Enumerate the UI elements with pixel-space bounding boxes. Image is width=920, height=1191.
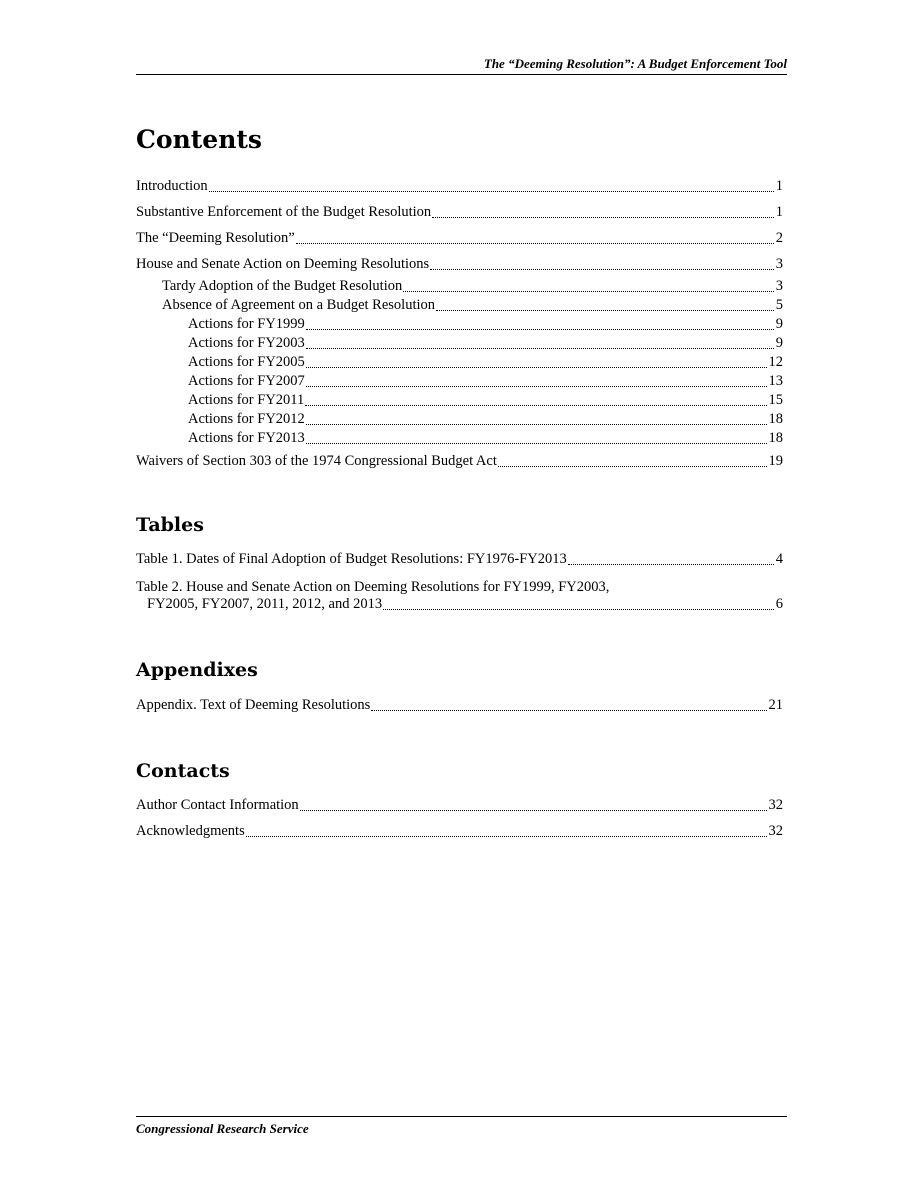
toc-entry-page: 3 bbox=[775, 256, 783, 272]
dot-leader bbox=[246, 836, 767, 837]
toc-entry-page: 18 bbox=[768, 430, 783, 446]
toc-entry-title: Waivers of Section 303 of the 1974 Congressional Budget Act bbox=[136, 453, 497, 469]
toc-entry-title: Actions for FY2003 bbox=[188, 335, 305, 351]
tables-heading: Tables bbox=[136, 514, 204, 536]
toc-entry-title-line1: Table 2. House and Senate Action on Deeming Resolutions for FY1999, FY2003, bbox=[136, 579, 610, 595]
toc-entry-page: 32 bbox=[768, 797, 783, 813]
running-header: The “Deeming Resolution”: A Budget Enforcement Tool bbox=[483, 56, 787, 71]
dot-leader bbox=[306, 386, 767, 387]
toc-entry-title: Table 1. Dates of Final Adoption of Budget Resolutions: FY1976-FY2013 bbox=[136, 551, 567, 567]
dot-leader bbox=[296, 243, 774, 244]
dot-leader bbox=[383, 609, 774, 610]
dot-leader bbox=[306, 424, 767, 425]
toc-entry-fy2011[interactable] bbox=[188, 392, 783, 409]
toc-entry-table-1[interactable] bbox=[136, 551, 783, 568]
toc-entry-introduction[interactable] bbox=[136, 178, 783, 195]
toc-entry-appendix[interactable] bbox=[136, 697, 783, 714]
toc-entry-page: 6 bbox=[775, 596, 783, 612]
toc-entry-author-contact[interactable] bbox=[136, 797, 783, 814]
toc-entry-title: Actions for FY2013 bbox=[188, 430, 305, 446]
contents-heading: Contents bbox=[136, 125, 263, 154]
toc-entry-substantive-enforcement[interactable] bbox=[136, 204, 783, 221]
running-footer: Congressional Research Service bbox=[136, 1121, 309, 1136]
toc-entry-page: 15 bbox=[768, 392, 783, 408]
toc-entry-acknowledgments[interactable] bbox=[136, 823, 783, 840]
toc-entry-page: 19 bbox=[768, 453, 783, 469]
toc-entry-title: Absence of Agreement on a Budget Resolution bbox=[162, 297, 436, 313]
dot-leader bbox=[498, 466, 767, 467]
header-rule bbox=[136, 74, 787, 75]
toc-entry-page: 9 bbox=[775, 316, 783, 332]
toc-entry-page: 9 bbox=[775, 335, 783, 351]
footer-rule bbox=[136, 1116, 787, 1117]
toc-entry-page: 5 bbox=[775, 297, 783, 313]
dot-leader bbox=[300, 810, 767, 811]
toc-entry-title: Tardy Adoption of the Budget Resolution bbox=[162, 278, 403, 294]
toc-entry-page: 1 bbox=[775, 204, 783, 220]
toc-entry-page: 32 bbox=[768, 823, 783, 839]
toc-entry-title: Actions for FY2007 bbox=[188, 373, 305, 389]
toc-entry-title: Actions for FY2012 bbox=[188, 411, 305, 427]
toc-entry-page: 13 bbox=[768, 373, 783, 389]
dot-leader bbox=[305, 405, 766, 406]
dot-leader bbox=[430, 269, 774, 270]
toc-entry-title: The “Deeming Resolution” bbox=[136, 230, 295, 246]
toc-entry-fy2005[interactable] bbox=[188, 354, 783, 371]
toc-entry-page: 2 bbox=[775, 230, 783, 246]
dot-leader bbox=[568, 564, 774, 565]
toc-entry-fy2012[interactable] bbox=[188, 411, 783, 428]
dot-leader bbox=[403, 291, 774, 292]
toc-entry-fy2003[interactable] bbox=[188, 335, 783, 352]
dot-leader bbox=[306, 329, 774, 330]
toc-entry-page: 3 bbox=[775, 278, 783, 294]
dot-leader bbox=[306, 443, 767, 444]
toc-entry-fy1999[interactable] bbox=[188, 316, 783, 333]
toc-entry-title-line2: FY2005, FY2007, 2011, 2012, and 2013 bbox=[147, 596, 383, 612]
dot-leader bbox=[432, 217, 774, 218]
dot-leader bbox=[209, 191, 774, 192]
toc-entry-deeming-resolution[interactable] bbox=[136, 230, 783, 247]
toc-entry-absence-of-agreement[interactable] bbox=[162, 297, 783, 314]
toc-entry-title: Acknowledgments bbox=[136, 823, 245, 839]
toc-entry-title: Actions for FY1999 bbox=[188, 316, 305, 332]
toc-entry-fy2007[interactable] bbox=[188, 373, 783, 390]
toc-entry-page: 12 bbox=[768, 354, 783, 370]
toc-entry-title: Author Contact Information bbox=[136, 797, 299, 813]
toc-entry-title: Actions for FY2011 bbox=[188, 392, 305, 408]
contacts-heading: Contacts bbox=[136, 760, 230, 782]
toc-entry-title: Introduction bbox=[136, 178, 208, 194]
toc-entry-page: 1 bbox=[775, 178, 783, 194]
toc-entry-page: 4 bbox=[775, 551, 783, 567]
toc-entry-title: Substantive Enforcement of the Budget Resolution bbox=[136, 204, 432, 220]
toc-entry-page: 21 bbox=[768, 697, 783, 713]
toc-entry-title: Appendix. Text of Deeming Resolutions bbox=[136, 697, 371, 713]
toc-entry-tardy-adoption[interactable] bbox=[162, 278, 783, 295]
toc-entry-title: Actions for FY2005 bbox=[188, 354, 305, 370]
toc-entry-table-2[interactable] bbox=[136, 579, 783, 613]
dot-leader bbox=[306, 367, 767, 368]
dot-leader bbox=[371, 710, 766, 711]
toc-entry-title: House and Senate Action on Deeming Resolutions bbox=[136, 256, 430, 272]
dot-leader bbox=[306, 348, 774, 349]
toc-entry-fy2013[interactable] bbox=[188, 430, 783, 447]
toc-entry-house-senate-action[interactable] bbox=[136, 256, 783, 273]
dot-leader bbox=[436, 310, 774, 311]
toc-entry-waivers-section-303[interactable] bbox=[136, 453, 783, 470]
appendixes-heading: Appendixes bbox=[136, 659, 258, 681]
toc-entry-page: 18 bbox=[768, 411, 783, 427]
